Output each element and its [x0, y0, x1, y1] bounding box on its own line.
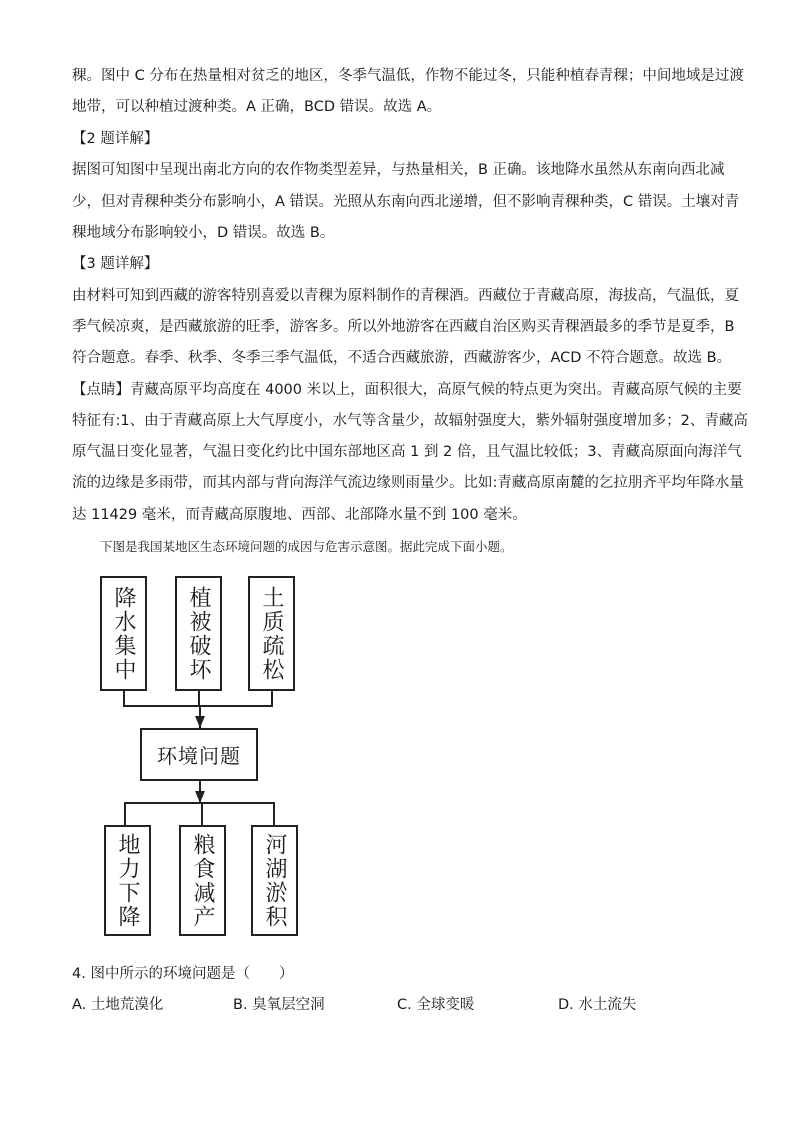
diagram-intro: 下图是我国某地区生态环境问题的成因与危害示意图。据此完成下面小题。: [100, 539, 513, 554]
cause-box-soil: [248, 576, 295, 691]
cause-box-vegetation: [175, 576, 222, 691]
paragraph-line-11: 【点睛】青藏高原平均高度在 4000 米以上，面积很大，高原气候的特点更为突出。青藏高原气候的主要: [72, 382, 742, 398]
paragraph-line-2: 地带，可以种植过渡种类。A 正确，BCD 错误。故选 A。: [72, 99, 442, 115]
effect-label: 粮食减产: [190, 832, 215, 929]
effect-label: 河湖淤积: [262, 832, 287, 929]
paragraph-line-8: 由材料可知到西藏的游客特别喜爱以青稞为原料制作的青稞酒。西藏位于青藏高原，海拔高，气温低，夏: [72, 288, 739, 304]
cause-box-rainfall: [100, 576, 147, 691]
paragraph-line-5: 少，但对青稞种类分布影响小，A 错误。光照从东南向西北递增，但不影响青稞种类，C 错误。土壤对青: [72, 194, 740, 210]
option-a[interactable]: A. 土地荒漠化: [72, 997, 164, 1013]
paragraph-line-6: 稞地域分布影响较小，D 错误。故选 B。: [72, 225, 335, 241]
cause-label: 降水集中: [111, 585, 136, 682]
option-b[interactable]: B. 臭氧层空洞: [233, 997, 325, 1013]
effect-box-soil-fertility: [104, 825, 151, 936]
cause-label: 植被破坏: [186, 585, 211, 682]
paragraph-line-4: 据图可知图中呈现出南北方向的农作物类型差异，与热量相关，B 正确。该地降水虽然从东南向西北减: [72, 162, 725, 178]
question-stem: 4. 图中所示的环境问题是（ ）: [72, 966, 294, 982]
section-heading-2: 【2 题详解】: [72, 131, 159, 147]
cause-label: 土质疏松: [259, 585, 284, 682]
arrow-down-icon: [195, 716, 205, 728]
paragraph-line-14: 流的边缘是多雨带，而其内部与背向海洋气流边缘则雨量少。比如:青藏高原南麓的乞拉朋齐平均年降水量: [72, 475, 744, 491]
option-d[interactable]: D. 水土流失: [558, 997, 637, 1013]
effect-box-siltation: [251, 825, 298, 936]
effect-box-grain-yield: [179, 825, 226, 936]
paragraph-line-1: 稞。图中 C 分布在热量相对贫乏的地区，冬季气温低，作物不能过冬，只能种植春青稞；中间地域是过渡: [72, 68, 744, 84]
paragraph-line-9: 季气候凉爽，是西藏旅游的旺季，游客多。所以外地游客在西藏自治区购买青稞酒最多的季节是夏季，B: [72, 319, 735, 335]
paragraph-line-10: 符合题意。春季、秋季、冬季三季气温低，不适合西藏旅游，西藏游客少，ACD 不符合题意。故选 B。: [72, 350, 732, 366]
section-heading-3: 【3 题详解】: [72, 256, 159, 272]
environment-problem-box: [140, 728, 258, 781]
arrow-down-icon: [195, 791, 205, 803]
paragraph-line-15: 达 11429 毫米，而青藏高原腹地、西部、北部降水量不到 100 毫米。: [72, 507, 527, 523]
center-label: 环境问题: [157, 744, 241, 768]
effect-label: 地力下降: [115, 832, 140, 929]
paragraph-line-13: 原气温日变化显著，气温日变化约比中国东部地区高 1 到 2 倍，且气温比较低；3、青藏高原面向海洋气: [72, 444, 742, 460]
paragraph-line-12: 特征有:1、由于青藏高原上大气厚度小，水气等含量少，故辐射强度大，紫外辐射强度增加多；2、青藏高: [72, 413, 748, 429]
option-c[interactable]: C. 全球变暖: [397, 997, 475, 1013]
